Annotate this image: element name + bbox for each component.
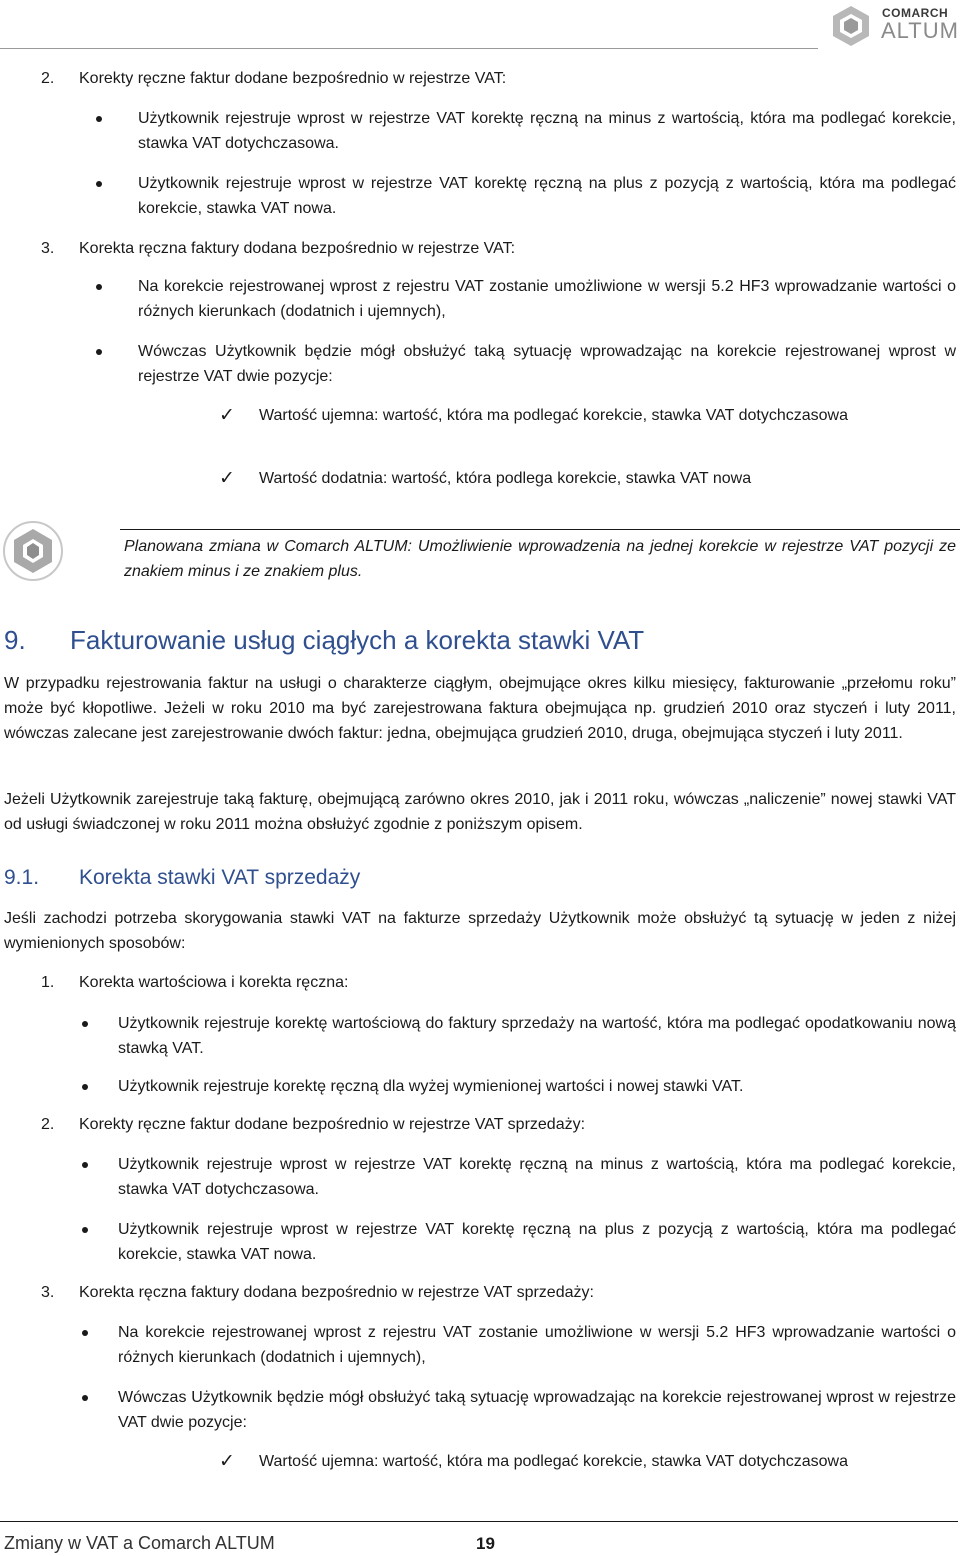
paragraph: Jeśli zachodzi potrzeba skorygowania stawki VAT na fakturze sprzedaży Użytkownik może obsłużyć tą sytuację w jeden z niżej wymienionych sposobów: <box>4 910 956 952</box>
section-number: 9. <box>4 625 26 655</box>
bullet-icon <box>82 1330 88 1336</box>
bullet-text: Użytkownik rejestruje korektę wartościową do faktury sprzedaży na wartość, która ma podlegać opodatkowaniu nową stawką VAT. <box>118 1015 956 1057</box>
bullet-text: Na korekcie rejestrowanej wprost z rejestru VAT zostanie umożliwione w wersji 5.2 HF3 wprowadzanie wartości o różnych kierunkach (dodatnich i ujemnych), <box>138 278 956 320</box>
check-item-text: Wartość dodatnia: wartość, która podlega korekcie, stawka VAT nowa <box>259 470 752 487</box>
check-item-text: Wartość ujemna: wartość, która ma podlegać korekcie, stawka VAT dotychczasowa <box>259 1453 848 1470</box>
footer-rule <box>0 1521 958 1522</box>
list-item-title: Korekty ręczne faktur dodane bezpośrednio w rejestrze VAT: <box>79 70 507 87</box>
checkmark-icon: ✓ <box>219 404 235 426</box>
list-item-title: Korekty ręczne faktur dodane bezpośrednio w rejestrze VAT sprzedaży: <box>79 1116 586 1133</box>
logo-text-altum: ALTUM <box>881 18 959 43</box>
subsection-heading: Korekta stawki VAT sprzedaży <box>79 866 361 889</box>
planned-change-note: Planowana zmiana w Comarch ALTUM: Umożliwienie wprowadzenia na jednej korekcie w rejestrze VAT pozycji ze znakiem minus i ze znakiem plus. <box>124 538 956 580</box>
bullet-icon <box>82 1395 88 1401</box>
page-number: 19 <box>476 1534 495 1553</box>
section-heading: Fakturowanie usług ciągłych a korekta stawki VAT <box>70 625 645 655</box>
bullet-text: Użytkownik rejestruje korektę ręczną dla wyżej wymienionej wartości i nowej stawki VAT. <box>118 1078 744 1095</box>
comarch-logo-icon <box>826 4 876 48</box>
bullet-text: Użytkownik rejestruje wprost w rejestrze VAT korektę ręczną na minus z wartością, która ma podlegać korekcie, stawka VAT dotychczasowa. <box>118 1156 956 1198</box>
list-number: 3. <box>41 240 55 257</box>
note-logo-icon <box>2 520 64 582</box>
list-number: 2. <box>41 70 55 87</box>
bullet-icon <box>96 181 102 187</box>
note-rule <box>120 529 960 530</box>
logo-text-comarch: COMARCH <box>882 6 949 20</box>
footer-document-title: Zmiany w VAT a Comarch ALTUM <box>4 1533 275 1553</box>
list-number: 1. <box>41 974 55 991</box>
bullet-text: Użytkownik rejestruje wprost w rejestrze VAT korektę ręczną na minus z wartością, która ma podlegać korekcie, stawka VAT dotychczasowa. <box>138 110 956 152</box>
subsection-number: 9.1. <box>4 866 40 889</box>
bullet-icon <box>82 1021 88 1027</box>
checkmark-icon: ✓ <box>219 1450 235 1472</box>
list-number: 2. <box>41 1116 55 1133</box>
checkmark-icon: ✓ <box>219 467 235 489</box>
check-item-text: Wartość ujemna: wartość, która ma podlegać korekcie, stawka VAT dotychczasowa <box>259 407 848 424</box>
header-rule <box>0 48 818 49</box>
bullet-text: Wówczas Użytkownik będzie mógł obsłużyć taką sytuację wprowadzając na korekcie rejestrowanej wprost w rejestrze VAT dwie pozycje: <box>118 1389 956 1431</box>
bullet-text: Użytkownik rejestruje wprost w rejestrze VAT korektę ręczną na plus z pozycją z wartością, która ma podlegać korekcie, stawka VAT nowa. <box>138 175 956 217</box>
bullet-text: Wówczas Użytkownik będzie mógł obsłużyć taką sytuację wprowadzając na korekcie rejestrowanej wprost w rejestrze VAT dwie pozycje: <box>138 343 956 385</box>
paragraph: W przypadku rejestrowania faktur na usługi o charakterze ciągłym, obejmujące okres kilku miesięcy, fakturowanie „przełomu roku” może być kłopotliwe. Jeżeli w roku 2010 ma być zarejestrowana faktura obejmująca np. grudzień 2010 oraz styczeń i luty 2011, wówczas zalecane jest zarejestrowanie dwóch faktur: jedna, obejmująca grudzień 2010, druga, obejmująca styczeń i luty 2011. <box>4 675 956 742</box>
bullet-icon <box>96 284 102 290</box>
bullet-icon <box>82 1227 88 1233</box>
list-item-title: Korekta wartościowa i korekta ręczna: <box>79 974 349 991</box>
bullet-text: Użytkownik rejestruje wprost w rejestrze VAT korektę ręczną na plus z pozycją z wartością, która ma podlegać korekcie, stawka VAT nowa. <box>118 1221 956 1263</box>
list-item-title: Korekta ręczna faktury dodana bezpośrednio w rejestrze VAT: <box>79 240 516 257</box>
comarch-altum-logo <box>826 4 959 48</box>
bullet-icon <box>96 116 102 122</box>
bullet-icon <box>82 1162 88 1168</box>
list-number: 3. <box>41 1284 55 1301</box>
bullet-text: Na korekcie rejestrowanej wprost z rejestru VAT zostanie umożliwione w wersji 5.2 HF3 wprowadzanie wartości o różnych kierunkach (dodatnich i ujemnych), <box>118 1324 956 1366</box>
bullet-icon <box>82 1084 88 1090</box>
list-item-title: Korekta ręczna faktury dodana bezpośrednio w rejestrze VAT sprzedaży: <box>79 1284 594 1301</box>
paragraph: Jeżeli Użytkownik zarejestruje taką fakturę, obejmującą zarówno okres 2010, jak i 2011 roku, wówczas „naliczenie” nowej stawki VAT od usługi świadczonej w roku 2011 można obsłużyć zgodnie z poniższym opisem. <box>4 791 956 833</box>
bullet-icon <box>96 349 102 355</box>
